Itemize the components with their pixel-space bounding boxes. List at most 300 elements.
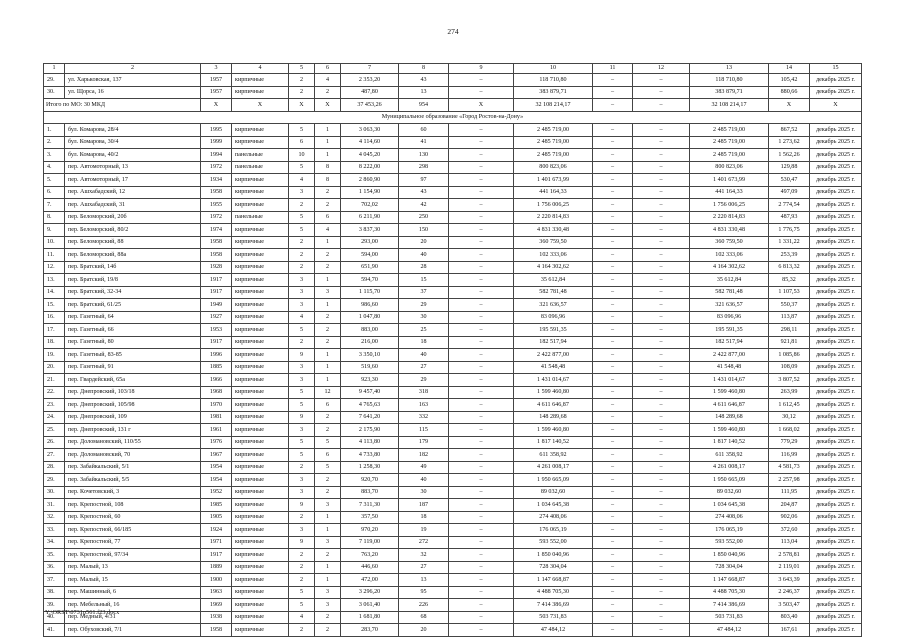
table-cell: декабрь 2025 г. — [810, 411, 862, 424]
table-cell: – — [633, 574, 690, 587]
table-cell: 182 — [399, 449, 449, 462]
table-cell: 4 — [232, 64, 289, 74]
table-cell: – — [449, 486, 514, 499]
table-cell: 4 733,80 — [341, 449, 399, 462]
table-cell: 1885 — [201, 361, 232, 374]
table-cell: кирпичные — [232, 561, 289, 574]
table-cell: 1994 — [201, 149, 232, 162]
table-cell: – — [633, 199, 690, 212]
table-cell: 3 — [289, 474, 315, 487]
table-cell: 298,11 — [769, 324, 810, 337]
table-row — [44, 461, 862, 474]
table-cell: 803,40 — [769, 611, 810, 624]
table-cell: пер. Ашхабадский, 12 — [65, 186, 201, 199]
table-cell: 2 — [315, 199, 341, 212]
table-cell: – — [633, 224, 690, 237]
table-cell: 5 — [289, 211, 315, 224]
table-cell: 13. — [44, 274, 65, 287]
table-cell: 29 — [399, 374, 449, 387]
table-cell: 1958 — [201, 186, 232, 199]
table-cell: 4 — [289, 611, 315, 624]
table-cell: 2 — [315, 86, 341, 99]
table-cell: пер. Забайкальский, 5/5 — [65, 474, 201, 487]
table-cell: 204,87 — [769, 499, 810, 512]
table-cell: 163 — [399, 399, 449, 412]
table-cell: бул. Комарова, 28/4 — [65, 124, 201, 137]
table-cell: кирпичные — [232, 524, 289, 537]
table-cell: 1981 — [201, 411, 232, 424]
table-cell: – — [593, 86, 633, 99]
total-row — [44, 99, 862, 112]
table-cell: – — [593, 424, 633, 437]
table-cell: 1957 — [201, 86, 232, 99]
table-cell: 2 — [289, 236, 315, 249]
table-cell: 15 — [810, 64, 862, 74]
table-cell: 195 591,35 — [514, 324, 593, 337]
table-cell: 176 065,19 — [514, 524, 593, 537]
table-cell: 3 — [289, 424, 315, 437]
table-cell: 10 — [289, 149, 315, 162]
table-cell: 21. — [44, 374, 65, 387]
table-cell: – — [593, 399, 633, 412]
table-cell: пер. Малый, 15 — [65, 574, 201, 587]
table-cell: 1. — [44, 124, 65, 137]
table-cell: пер. Газетный, 91 — [65, 361, 201, 374]
table-cell: 111,95 — [769, 486, 810, 499]
table-cell: 6. — [44, 186, 65, 199]
table-row — [44, 361, 862, 374]
table-cell: декабрь 2025 г. — [810, 436, 862, 449]
table-cell: 2 — [315, 311, 341, 324]
table-cell: 5 — [289, 436, 315, 449]
table-cell: 332 — [399, 411, 449, 424]
table-cell: 1 — [315, 361, 341, 374]
table-cell: X — [769, 99, 810, 112]
table-cell: – — [449, 236, 514, 249]
table-cell: 5. — [44, 174, 65, 187]
table-cell: 4 114,60 — [341, 136, 399, 149]
table-cell: 32 108 214,17 — [690, 99, 769, 112]
table-cell: 19 — [399, 524, 449, 537]
table-cell: 1954 — [201, 461, 232, 474]
table-cell: – — [633, 361, 690, 374]
table-cell: 1 850 040,96 — [514, 549, 593, 562]
table-row — [44, 299, 862, 312]
table-cell: 6 — [315, 211, 341, 224]
table-cell: 274 408,06 — [690, 511, 769, 524]
table-cell: 2 422 877,00 — [514, 349, 593, 362]
table-cell: 129,88 — [769, 161, 810, 174]
table-cell: пер. Беломорский, 80/2 — [65, 224, 201, 237]
table-cell: 2 257,98 — [769, 474, 810, 487]
table-cell: – — [633, 399, 690, 412]
table-cell: – — [593, 586, 633, 599]
table-cell: 18 — [399, 511, 449, 524]
table-cell: бул. Комарова, 40/2 — [65, 149, 201, 162]
table-cell: 779,29 — [769, 436, 810, 449]
table-cell: – — [449, 499, 514, 512]
table-cell: 2 485 719,00 — [690, 149, 769, 162]
table-cell: – — [633, 436, 690, 449]
table-cell: 216,00 — [341, 336, 399, 349]
table-cell: 318 — [399, 386, 449, 399]
table-cell: декабрь 2025 г. — [810, 336, 862, 349]
table-cell: 902,06 — [769, 511, 810, 524]
table-cell: кирпичные — [232, 486, 289, 499]
table-cell: 27. — [44, 449, 65, 462]
table-cell: 4 488 705,30 — [690, 586, 769, 599]
table-cell: декабрь 2025 г. — [810, 374, 862, 387]
table-cell: 30 — [399, 311, 449, 324]
table-cell: 2 578,81 — [769, 549, 810, 562]
table-cell: 2 220 814,83 — [514, 211, 593, 224]
table-cell: X — [315, 99, 341, 112]
table-cell: – — [593, 624, 633, 637]
table-row — [44, 561, 862, 574]
table-cell: 8. — [44, 211, 65, 224]
table-cell: 20 — [399, 624, 449, 637]
table-cell: – — [593, 224, 633, 237]
table-cell: 9. — [44, 224, 65, 237]
table-cell: 3 350,10 — [341, 349, 399, 362]
table-cell: – — [593, 549, 633, 562]
table-cell: 728 304,04 — [690, 561, 769, 574]
table-cell: 97 — [399, 174, 449, 187]
table-cell: 970,20 — [341, 524, 399, 537]
table-cell: 4 045,20 — [341, 149, 399, 162]
table-cell: 3 807,52 — [769, 374, 810, 387]
table-cell: 594,00 — [341, 249, 399, 262]
table-cell: – — [449, 324, 514, 337]
table-cell: – — [593, 311, 633, 324]
table-cell: пер. Мебельный, 16 — [65, 599, 201, 612]
table-cell: – — [633, 586, 690, 599]
table-cell: – — [449, 336, 514, 349]
table-cell: декабрь 2025 г. — [810, 586, 862, 599]
table-cell: 611 358,92 — [690, 449, 769, 462]
table-cell: 1955 — [201, 199, 232, 212]
table-cell: – — [633, 211, 690, 224]
table-cell: – — [633, 236, 690, 249]
table-cell: 195 591,35 — [690, 324, 769, 337]
table-cell: 1 599 460,80 — [690, 386, 769, 399]
table-cell: декабрь 2025 г. — [810, 286, 862, 299]
table-cell: 37 453,26 — [341, 99, 399, 112]
table-cell: кирпичные — [232, 299, 289, 312]
table-cell: кирпичные — [232, 74, 289, 87]
table-cell: 115 — [399, 424, 449, 437]
table-cell: 651,90 — [341, 261, 399, 274]
table-cell: 519,60 — [341, 361, 399, 374]
table-cell: декабрь 2025 г. — [810, 236, 862, 249]
table-cell: – — [449, 511, 514, 524]
table-cell: 1968 — [201, 386, 232, 399]
table-cell: – — [633, 374, 690, 387]
table-cell: 1974 — [201, 224, 232, 237]
page-number: 274 — [447, 27, 459, 36]
table-cell: декабрь 2025 г. — [810, 549, 862, 562]
table-cell: 7 — [341, 64, 399, 74]
table-cell: 2 — [289, 249, 315, 262]
table-cell: 1924 — [201, 524, 232, 537]
section-title: Муниципальное образование «Город Ростов-на-Дону» — [44, 111, 862, 124]
table-cell: 1999 — [201, 136, 232, 149]
table-cell: ул. Харьковская, 137 — [65, 74, 201, 87]
table-cell: пер. Крепостной, 108 — [65, 499, 201, 512]
table-cell: 550,37 — [769, 299, 810, 312]
table-cell: кирпичные — [232, 124, 289, 137]
table-cell: пер. Днепровский, 109 — [65, 411, 201, 424]
table-cell: 3 — [289, 524, 315, 537]
table-cell: 1 — [315, 524, 341, 537]
table-cell: кирпичные — [232, 374, 289, 387]
table-cell: 118 710,80 — [690, 74, 769, 87]
table-cell: 1 258,30 — [341, 461, 399, 474]
table-cell: 113,04 — [769, 536, 810, 549]
table-cell: пер. Братский, 61/25 — [65, 299, 201, 312]
table-cell: декабрь 2025 г. — [810, 449, 862, 462]
table-row — [44, 211, 862, 224]
table-cell: 253,39 — [769, 249, 810, 262]
table-cell: 7 311,30 — [341, 499, 399, 512]
table-cell: 30. — [44, 486, 65, 499]
table-cell: 1985 — [201, 499, 232, 512]
table-cell: 1 115,70 — [341, 286, 399, 299]
table-cell: 39. — [44, 599, 65, 612]
table-cell: 2 — [289, 624, 315, 637]
table-cell: 3 — [289, 299, 315, 312]
table-cell: 2 485 719,00 — [514, 124, 593, 137]
table-cell: 2 246,37 — [769, 586, 810, 599]
table-cell: – — [449, 161, 514, 174]
table-cell: 1 599 460,80 — [690, 424, 769, 437]
table-cell: – — [449, 599, 514, 612]
table-cell: 3 — [289, 361, 315, 374]
table-cell: 9 — [449, 64, 514, 74]
table-cell: 2 — [315, 324, 341, 337]
table-cell: кирпичные — [232, 536, 289, 549]
table-cell: 5 — [289, 386, 315, 399]
table-cell: 1971 — [201, 536, 232, 549]
table-cell: – — [449, 274, 514, 287]
table-cell: декабрь 2025 г. — [810, 174, 862, 187]
table-cell: декабрь 2025 г. — [810, 561, 862, 574]
table-cell: 150 — [399, 224, 449, 237]
table-cell: 18. — [44, 336, 65, 349]
table-cell: 108,09 — [769, 361, 810, 374]
table-cell: 1900 — [201, 574, 232, 587]
table-cell: 29. — [44, 474, 65, 487]
table-cell: – — [633, 474, 690, 487]
table-cell: – — [593, 336, 633, 349]
table-cell: 1 817 140,52 — [690, 436, 769, 449]
table-cell: 1958 — [201, 624, 232, 637]
table-cell: 29. — [44, 74, 65, 87]
table-cell: 7. — [44, 199, 65, 212]
table-cell: 2 — [315, 474, 341, 487]
table-cell: 13 — [690, 64, 769, 74]
table-cell: кирпичные — [232, 261, 289, 274]
table-cell: ул. Щорса, 16 — [65, 86, 201, 99]
table-cell: 5 — [289, 399, 315, 412]
table-cell: декабрь 2025 г. — [810, 199, 862, 212]
table-cell: – — [633, 499, 690, 512]
table-cell: 702,02 — [341, 199, 399, 212]
table-cell: 7 414 386,69 — [690, 599, 769, 612]
table-cell: 1934 — [201, 174, 232, 187]
table-cell: 182 517,94 — [514, 336, 593, 349]
table-cell: – — [593, 486, 633, 499]
table-cell: 530,47 — [769, 174, 810, 187]
table-cell: 41. — [44, 624, 65, 637]
table-cell: 12. — [44, 261, 65, 274]
table-cell: пер. Крепостной, 97/34 — [65, 549, 201, 562]
table-cell: 1 — [315, 149, 341, 162]
table-cell: декабрь 2025 г. — [810, 74, 862, 87]
table-cell: 85,32 — [769, 274, 810, 287]
table-cell: кирпичные — [232, 361, 289, 374]
table-cell: – — [449, 249, 514, 262]
table-cell: пер. Машинный, 6 — [65, 586, 201, 599]
table-cell: 226 — [399, 599, 449, 612]
table-cell: – — [449, 424, 514, 437]
table-cell: 2 485 719,00 — [514, 136, 593, 149]
table-cell: 4 164 302,62 — [690, 261, 769, 274]
table-cell: 179 — [399, 436, 449, 449]
table-cell: – — [449, 586, 514, 599]
table-cell: 187 — [399, 499, 449, 512]
table-cell: 1 273,62 — [769, 136, 810, 149]
table-cell: – — [449, 411, 514, 424]
table-cell: 1972 — [201, 211, 232, 224]
table-cell: 30,12 — [769, 411, 810, 424]
table-cell: 1961 — [201, 424, 232, 437]
table-row — [44, 424, 862, 437]
table-cell: декабрь 2025 г. — [810, 86, 862, 99]
table-cell: 9 — [289, 499, 315, 512]
file-path-footer: Y:\ORST\0731p561.f23.docx — [45, 609, 120, 616]
table-cell: 4 611 646,87 — [514, 399, 593, 412]
table-row — [44, 74, 862, 87]
table-cell: 487,93 — [769, 211, 810, 224]
table-cell: – — [593, 536, 633, 549]
table-cell: 3 503,47 — [769, 599, 810, 612]
table-cell: – — [633, 461, 690, 474]
table-cell: декабрь 2025 г. — [810, 311, 862, 324]
table-cell: кирпичные — [232, 399, 289, 412]
table-row — [44, 524, 862, 537]
table-cell: 321 636,57 — [514, 299, 593, 312]
table-cell: кирпичные — [232, 624, 289, 637]
table-cell: 986,60 — [341, 299, 399, 312]
table-cell: – — [449, 136, 514, 149]
table-cell: – — [449, 536, 514, 549]
table-cell: – — [633, 324, 690, 337]
table-cell: 95 — [399, 586, 449, 599]
table-cell: 1963 — [201, 586, 232, 599]
table-cell: – — [449, 74, 514, 87]
table-cell: кирпичные — [232, 586, 289, 599]
table-cell: 2 — [289, 86, 315, 99]
table-cell: 35 612,84 — [690, 274, 769, 287]
table-cell: 728 304,04 — [514, 561, 593, 574]
table-cell: 4 581,73 — [769, 461, 810, 474]
table-cell: 1 599 460,80 — [514, 424, 593, 437]
table-cell: – — [593, 499, 633, 512]
table-cell: 49 — [399, 461, 449, 474]
table-cell: 357,50 — [341, 511, 399, 524]
table-cell: 4. — [44, 161, 65, 174]
table-cell: 360 759,50 — [514, 236, 593, 249]
table-row — [44, 574, 862, 587]
table-cell: 497,09 — [769, 186, 810, 199]
table-cell: 15. — [44, 299, 65, 312]
table-cell: 4 261 008,17 — [514, 461, 593, 474]
table-cell: – — [449, 311, 514, 324]
table-cell: 1958 — [201, 236, 232, 249]
table-cell: 3 — [315, 499, 341, 512]
table-cell: 1949 — [201, 299, 232, 312]
table-cell: пер. Беломорский, 88а — [65, 249, 201, 262]
table-cell: – — [593, 74, 633, 87]
table-cell: – — [633, 286, 690, 299]
table-cell: кирпичные — [232, 599, 289, 612]
table-cell: 83 096,96 — [514, 311, 593, 324]
table-cell: 1952 — [201, 486, 232, 499]
table-cell: 1 034 645,38 — [690, 499, 769, 512]
table-cell: декабрь 2025 г. — [810, 611, 862, 624]
table-cell: пер. Гвардейский, 65а — [65, 374, 201, 387]
table-cell: пер. Крепостной, 77 — [65, 536, 201, 549]
table-cell: 1 950 665,09 — [690, 474, 769, 487]
table-cell: 3 — [289, 374, 315, 387]
table-cell: – — [449, 574, 514, 587]
table-cell: кирпичные — [232, 174, 289, 187]
table-cell: – — [593, 286, 633, 299]
table-cell: бул. Комарова, 30/4 — [65, 136, 201, 149]
table-cell: – — [633, 486, 690, 499]
table-cell: X — [810, 99, 862, 112]
table-cell: – — [449, 386, 514, 399]
table-row — [44, 586, 862, 599]
table-cell: 2 — [289, 199, 315, 212]
table-cell: 25. — [44, 424, 65, 437]
table-cell: – — [449, 474, 514, 487]
table-cell: 148 289,68 — [690, 411, 769, 424]
table-cell: декабрь 2025 г. — [810, 499, 862, 512]
table-cell: – — [593, 211, 633, 224]
table-cell: 30 — [399, 486, 449, 499]
table-cell: 28. — [44, 461, 65, 474]
table-cell: 7 119,00 — [341, 536, 399, 549]
table-cell: 3 837,30 — [341, 224, 399, 237]
table-cell: – — [633, 311, 690, 324]
table-cell: 9 — [289, 536, 315, 549]
table-cell: пер. Беломорский, 88 — [65, 236, 201, 249]
table-cell: 920,70 — [341, 474, 399, 487]
table-cell: пер. Днепровский, 103/18 — [65, 386, 201, 399]
table-row — [44, 324, 862, 337]
table-cell: 3 296,20 — [341, 586, 399, 599]
table-cell: – — [449, 611, 514, 624]
table-cell: 2 — [315, 336, 341, 349]
table-cell: 441 164,33 — [690, 186, 769, 199]
table-cell: 321 636,57 — [690, 299, 769, 312]
table-cell: 83 096,96 — [690, 311, 769, 324]
table-cell: 27 — [399, 361, 449, 374]
table-cell: 116,99 — [769, 449, 810, 462]
table-row — [44, 549, 862, 562]
